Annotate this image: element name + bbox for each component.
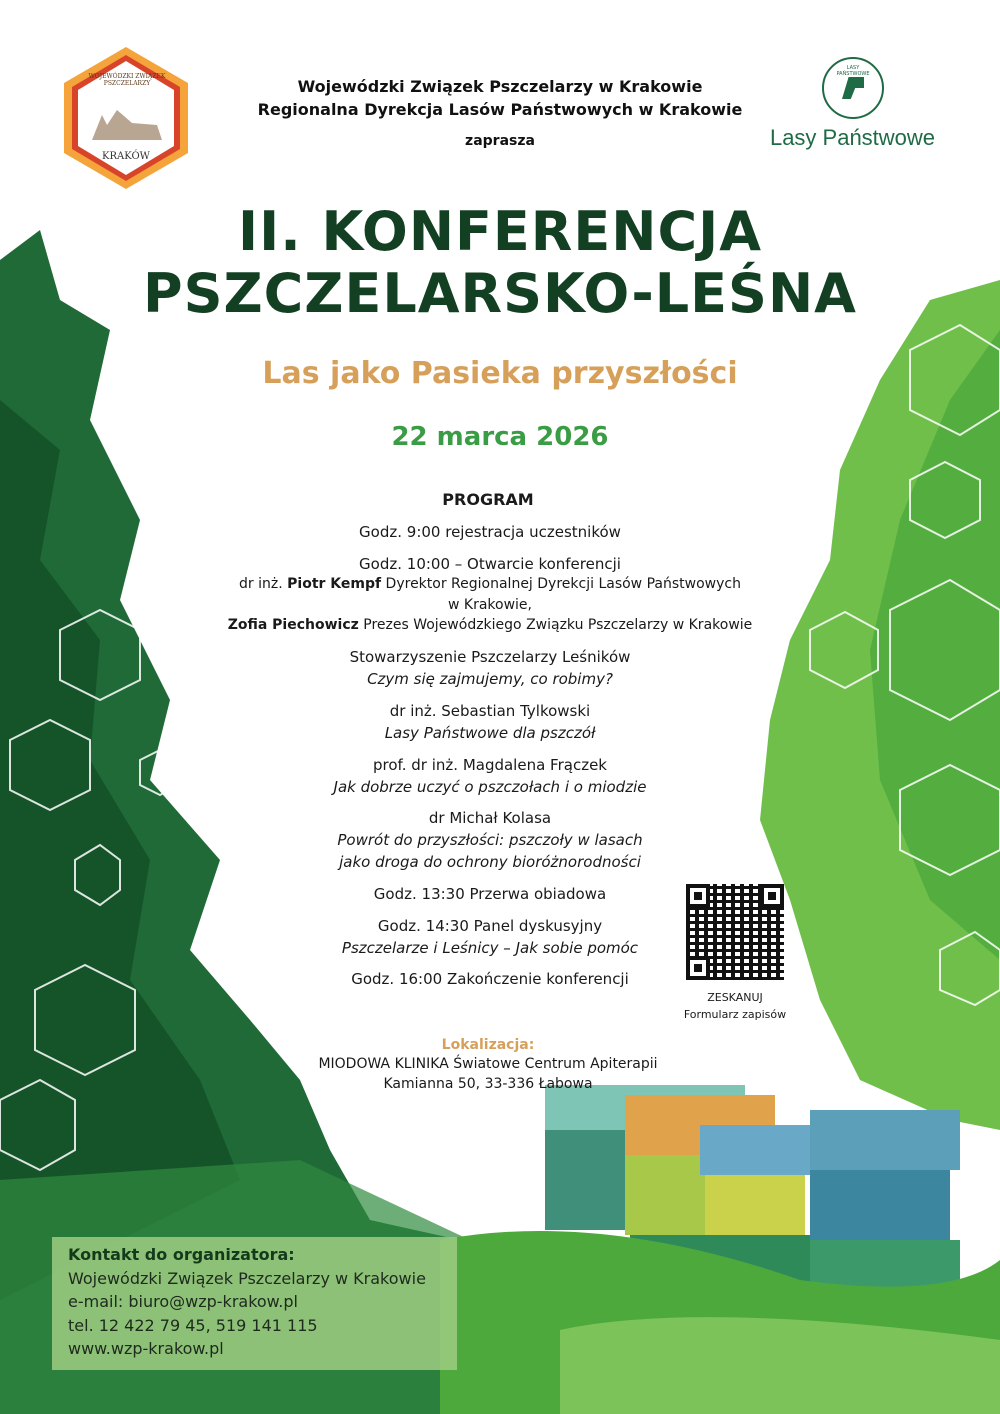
talk-4-title-cont: jako droga do ochrony bioróżnorodności	[339, 853, 641, 871]
program-opening: Godz. 10:00 – Otwarcie konferencji	[359, 555, 621, 573]
logo-text-bottom: KRAKÓW	[102, 151, 150, 162]
talk-2-speaker: dr inż. Sebastian Tylkowski	[389, 702, 591, 720]
talk-3-title: Jak dobrze uczyć o pszczołach i o miodzie	[333, 778, 647, 796]
talk-2-title: Lasy Państwowe dla pszczół	[384, 724, 596, 742]
qr-caption-1: ZESKANUJ	[707, 991, 763, 1004]
program-lunch: Godz. 13:30 Przerwa obiadowa	[373, 885, 607, 903]
program-speaker-1	[180, 576, 800, 592]
event-date: 22 marca 2026	[391, 422, 609, 452]
title-line-2: PSZCZELARSKO-LEŚNA	[143, 262, 857, 325]
subtitle: Las jako Pasieka przyszłości	[262, 356, 738, 391]
qr-caption-2: Formularz zapisów	[683, 1008, 787, 1021]
contact-phone: tel. 12 422 79 45, 519 141 115	[68, 1315, 318, 1335]
contact-heading: Kontakt do organizatora:	[68, 1245, 295, 1264]
talk-1-speaker: Stowarzyszenie Pszczelarzy Leśników	[349, 648, 631, 666]
program-closing: Godz. 16:00 Zakończenie konferencji	[351, 970, 629, 988]
talk-4-speaker: dr Michał Kolasa	[428, 809, 552, 827]
program-speaker-2	[180, 617, 800, 633]
speaker-1-name: Piotr Kempf	[287, 576, 382, 592]
qr-code[interactable]	[686, 884, 784, 980]
lasy-panstwowe-name: Lasy Państwowe	[769, 125, 936, 150]
speaker-1-prefix: dr inż.	[239, 576, 288, 592]
contact-email[interactable]: e-mail: biuro@wzp-krakow.pl	[68, 1292, 298, 1311]
talk-3-speaker: prof. dr inż. Magdalena Frączek	[373, 756, 607, 774]
location-line-1: MIODOWA KLINIKA Światowe Centrum Apiterapii	[318, 1056, 658, 1072]
location-label: Lokalizacja:	[441, 1037, 535, 1053]
location-line-2: Kamianna 50, 33-336 Łabowa	[383, 1076, 593, 1092]
program-heading: PROGRAM	[442, 490, 534, 509]
program-speaker-1-role-cont: w Krakowie,	[448, 597, 532, 613]
program-panel: Godz. 14:30 Panel dyskusyjny	[377, 917, 603, 935]
invite-text: zaprasza	[465, 133, 535, 149]
speaker-1-role: Dyrektor Regionalnej Dyrekcji Lasów Państwowych	[381, 576, 741, 592]
program-panel-title: Pszczelarze i Leśnicy – Jak sobie pomóc	[341, 939, 639, 957]
contact-website[interactable]: www.wzp-krakow.pl	[68, 1339, 224, 1358]
contact-box	[52, 1237, 457, 1370]
speaker-2-name: Zofia Piechowicz	[227, 617, 359, 633]
title-line-1: II. KONFERENCJA	[238, 200, 762, 263]
logo-ring-text: LASY PAŃSTWOWE	[836, 65, 870, 77]
contact-org: Wojewódzki Związek Pszczelarzy w Krakowie	[68, 1268, 426, 1288]
logo-text-top: WOJEWÓDZKI ZWIĄZEK PSZCZELARZY	[88, 73, 166, 87]
speaker-2-role: Prezes Wojewódzkiego Związku Pszczelarzy w Krakowie	[358, 617, 753, 633]
talk-1-title: Czym się zajmujemy, co robimy?	[367, 670, 613, 688]
organizer-line-1: Wojewódzki Związek Pszczelarzy w Krakowie	[297, 77, 703, 96]
organizer-line-2: Regionalna Dyrekcja Lasów Państwowych w Krakowie	[257, 100, 743, 119]
program-registration: Godz. 9:00 rejestracja uczestników	[359, 523, 621, 541]
talk-4-title: Powrót do przyszłości: pszczoły w lasach	[337, 831, 643, 849]
